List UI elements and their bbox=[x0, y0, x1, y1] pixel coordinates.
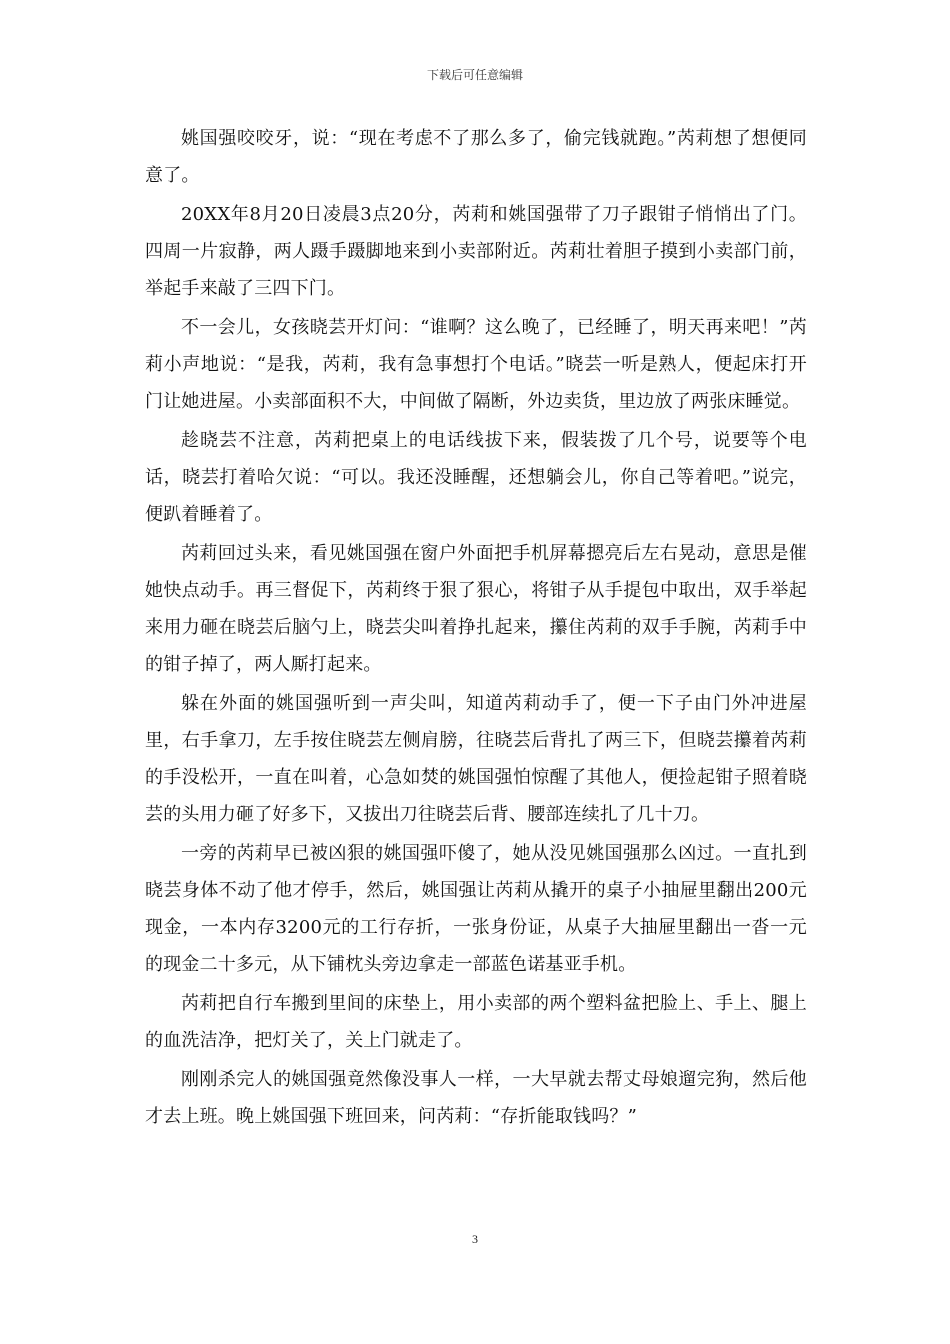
paragraph: 芮莉把自行车搬到里间的床垫上，用小卖部的两个塑料盆把脸上、手上、腿上的血洗洁净，把灯关了，关上门就走了。 bbox=[145, 993, 807, 1051]
document-body bbox=[145, 120, 807, 1137]
paragraph: 芮莉回过头来，看见姚国强在窗户外面把手机屏幕摁亮后左右晃动，意思是催她快点动手。再三督促下，芮莉终于狠了狠心，将钳子从手提包中取出，双手举起来用力砸在晓芸后脑勺上，晓芸尖叫着挣扎起来，攥住芮莉的双手手腕，芮莉手中的钳子掉了，两人厮打起来。 bbox=[145, 543, 807, 675]
paragraph: 20XX年8月20日凌晨3点20分，芮莉和姚国强带了刀子跟钳子悄悄出了门。四周一片寂静，两人蹑手蹑脚地来到小卖部附近。芮莉壮着胆子摸到小卖部门前，举起手来敲了三四下门。 bbox=[145, 204, 807, 299]
page-header: 下载后可任意编辑 bbox=[426, 68, 523, 82]
paragraph: 躲在外面的姚国强听到一声尖叫，知道芮莉动手了，便一下子由门外冲进屋里，右手拿刀，左手按住晓芸左侧肩膀，往晓芸后背扎了两三下，但晓芸攥着芮莉的手没松开，一直在叫着，心急如焚的姚国强怕惊醒了其他人，便捡起钳子照着晓芸的头用力砸了好多下，又拔出刀往晓芸后背、腰部连续扎了几十刀。 bbox=[145, 693, 807, 825]
paragraph: 姚国强咬咬牙，说：“现在考虑不了那么多了，偷完钱就跑。”芮莉想了想便同意了。 bbox=[145, 128, 807, 186]
paragraph: 一旁的芮莉早已被凶狠的姚国强吓傻了，她从没见姚国强那么凶过。一直扎到晓芸身体不动了他才停手，然后，姚国强让芮莉从撬开的桌子小抽屉里翻出200元现金，一本内存3200元的工行存折，一张身份证，从桌子大抽屉里翻出一沓一元的现金二十多元，从下铺枕头旁边拿走一部蓝色诺基亚手机。 bbox=[145, 843, 807, 975]
paragraph: 不一会儿，女孩晓芸开灯问：“谁啊？这么晚了，已经睡了，明天再来吧！”芮莉小声地说：“是我，芮莉，我有急事想打个电话。”晓芸一听是熟人，便起床打开门让她进屋。小卖部面积不大，中间做了隔断，外边卖货，里边放了两张床睡觉。 bbox=[145, 317, 807, 412]
paragraph: 趁晓芸不注意，芮莉把桌上的电话线拔下来，假装拨了几个号，说要等个电话，晓芸打着哈欠说：“可以。我还没睡醒，还想躺会儿，你自己等着吧。”说完，便趴着睡着了。 bbox=[145, 430, 807, 525]
paragraph: 刚刚杀完人的姚国强竟然像没事人一样，一大早就去帮丈母娘遛完狗，然后他才去上班。晚上姚国强下班回来，问芮莉：“存折能取钱吗？” bbox=[145, 1069, 807, 1127]
page-number: 3 bbox=[472, 1232, 478, 1246]
